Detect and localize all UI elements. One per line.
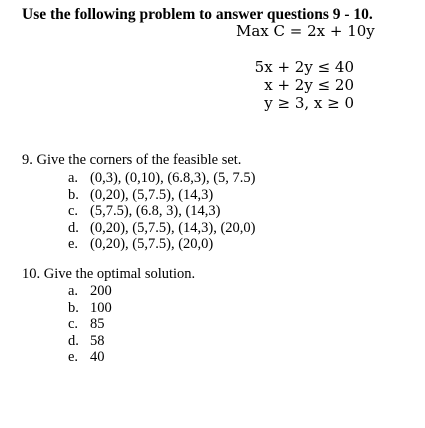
option-letter: d. bbox=[68, 332, 79, 349]
constraint-1: 5x + 2y ≤ 40 bbox=[254, 58, 354, 76]
question-9-option-b[interactable] bbox=[68, 187, 256, 204]
constraints-list bbox=[236, 58, 354, 112]
option-letter: a. bbox=[68, 283, 79, 299]
question-10-options bbox=[68, 283, 112, 366]
option-text: (0,20), (5,7.5), (20,0) bbox=[90, 236, 214, 253]
question-10-option-a[interactable] bbox=[68, 283, 112, 300]
option-text: 85 bbox=[90, 316, 105, 333]
question-10-option-c[interactable] bbox=[68, 316, 112, 333]
question-9-option-c[interactable] bbox=[68, 203, 256, 220]
question-10-option-d[interactable] bbox=[68, 333, 112, 350]
constraint-2: x + 2y ≤ 20 bbox=[264, 76, 354, 94]
option-text: (0,3), (0,10), (6.8,3), (5, 7.5) bbox=[90, 170, 256, 186]
option-letter: d. bbox=[68, 219, 79, 236]
question-9-prompt: 9. Give the corners of the feasible set. bbox=[22, 152, 242, 168]
option-letter: e. bbox=[68, 236, 79, 253]
option-text: (5,7.5), (6.8, 3), (14,3) bbox=[90, 203, 221, 220]
question-9-option-d[interactable] bbox=[68, 220, 256, 237]
question-10-option-e[interactable] bbox=[68, 349, 112, 366]
question-9-option-e[interactable] bbox=[68, 236, 256, 253]
option-letter: c. bbox=[68, 203, 79, 220]
option-letter: b. bbox=[68, 186, 79, 203]
option-text: 40 bbox=[90, 349, 105, 366]
question-10-option-b[interactable] bbox=[68, 300, 112, 317]
option-text: 100 bbox=[90, 299, 112, 316]
option-text: 58 bbox=[90, 332, 105, 349]
constraint-3: y ≥ 3, x ≥ 0 bbox=[264, 94, 354, 112]
option-text: 200 bbox=[90, 283, 112, 299]
option-letter: c. bbox=[68, 316, 79, 333]
option-letter: e. bbox=[68, 349, 79, 366]
objective-function: Max C = 2x + 10y bbox=[236, 22, 375, 40]
question-10-prompt: 10. Give the optimal solution. bbox=[22, 266, 196, 282]
instructions-heading: Use the following problem to answer questions 9 - 10. bbox=[22, 6, 373, 23]
question-9-options bbox=[68, 170, 256, 253]
option-text: (0,20), (5,7.5), (14,3) bbox=[90, 186, 214, 203]
option-text: (0,20), (5,7.5), (14,3), (20,0) bbox=[90, 219, 256, 236]
option-letter: b. bbox=[68, 299, 79, 316]
question-9-option-a[interactable] bbox=[68, 170, 256, 187]
option-letter: a. bbox=[68, 170, 79, 186]
